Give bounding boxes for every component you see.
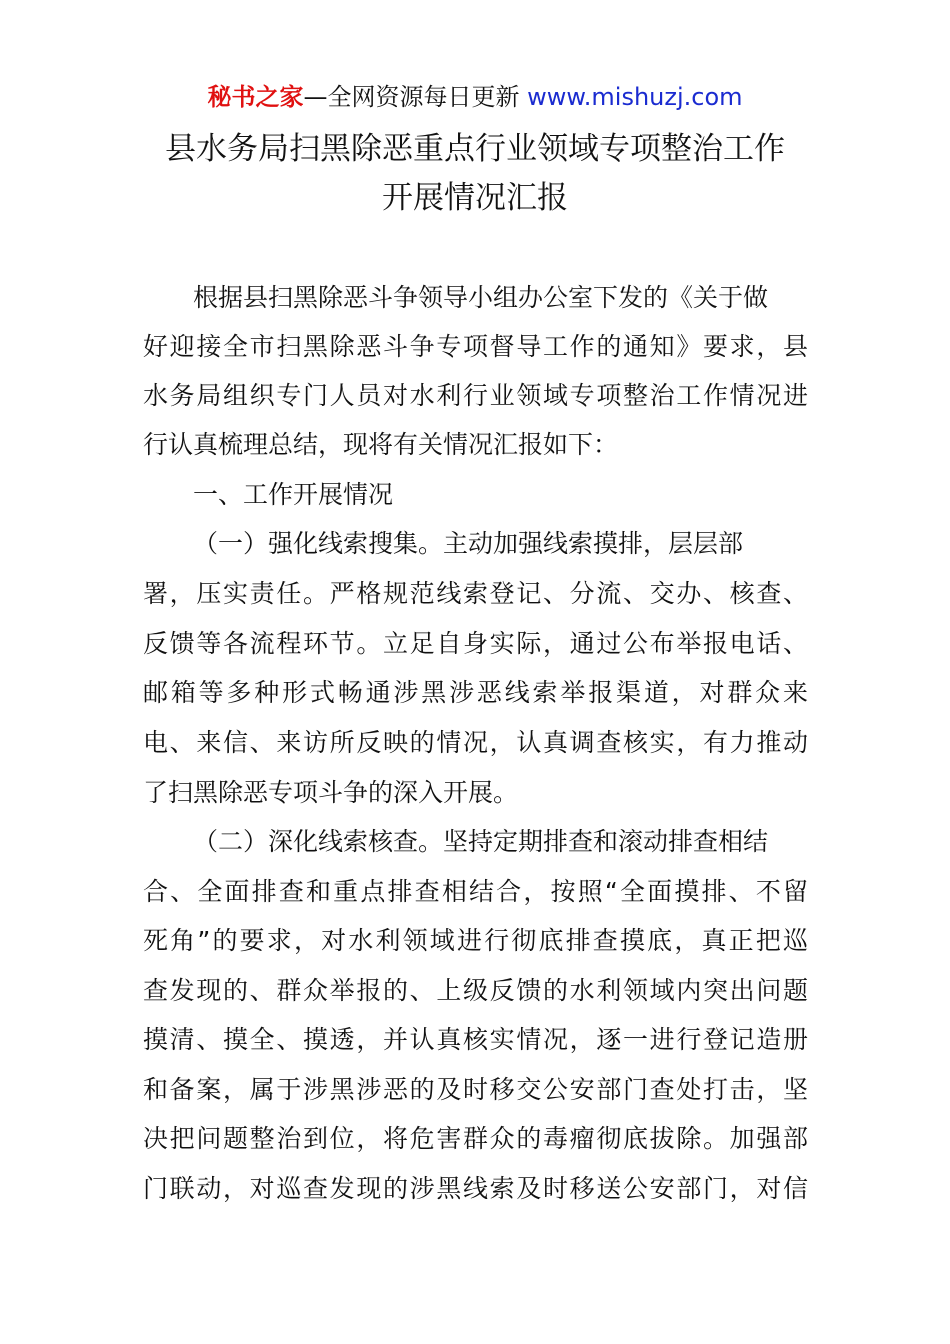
paragraph-line: 署，压实责任。严格规范线索登记、分流、交办、核查、 bbox=[143, 579, 808, 608]
paragraph-line: 好迎接全市扫黑除恶斗争专项督导工作的通知》要求，县 bbox=[143, 332, 808, 361]
paragraph-line: 行认真梳理总结，现将有关情况汇报如下： bbox=[143, 430, 619, 459]
paragraph-line: 门联动，对巡查发现的涉黑线索及时移送公安部门，对信 bbox=[143, 1174, 808, 1203]
section-heading: 一、工作开展情况 bbox=[193, 480, 394, 509]
paragraph-line: 电、来信、来访所反映的情况，认真调查核实，有力推动 bbox=[143, 728, 808, 757]
paragraph-line: 决把问题整治到位，将危害群众的毒瘤彻底拔除。加强部 bbox=[143, 1124, 808, 1153]
site-url-link[interactable]: www.mishuzj.com bbox=[527, 83, 743, 111]
site-tagline: —全网资源每日更新 bbox=[303, 83, 528, 111]
paragraph-line: （二）深化线索核查。坚持定期排查和滚动排查相结 bbox=[193, 827, 769, 856]
site-header bbox=[0, 80, 950, 114]
paragraph-line: 了扫黑除恶专项斗争的深入开展。 bbox=[143, 778, 519, 807]
paragraph-line: 摸清、摸全、摸透，并认真核实情况，逐一进行登记造册 bbox=[143, 1025, 808, 1054]
paragraph-line: 水务局组织专门人员对水利行业领域专项整治工作情况进 bbox=[143, 381, 808, 410]
brand-name: 秘书之家 bbox=[207, 83, 304, 111]
paragraph-line: 查发现的、群众举报的、上级反馈的水利领域内突出问题 bbox=[143, 976, 808, 1005]
paragraph-line: 和备案，属于涉黑涉恶的及时移交公安部门查处打击，坚 bbox=[143, 1075, 808, 1104]
paragraph-line: 合、全面排查和重点排查相结合，按照“全面摸排、不留 bbox=[143, 877, 808, 906]
document-title-line-1: 县水务局扫黑除恶重点行业领域专项整治工作 bbox=[165, 131, 785, 167]
paragraph-line: 死角”的要求，对水利领域进行彻底排查摸底，真正把巡 bbox=[143, 926, 808, 955]
paragraph-line: 反馈等各流程环节。立足自身实际，通过公布举报电话、 bbox=[143, 629, 808, 658]
document-title-line-2: 开展情况汇报 bbox=[382, 180, 568, 216]
paragraph-line: 邮箱等多种形式畅通涉黑涉恶线索举报渠道，对群众来 bbox=[143, 678, 808, 707]
paragraph-line: 根据县扫黑除恶斗争领导小组办公室下发的《关于做 bbox=[193, 283, 769, 312]
paragraph-line: （一）强化线索搜集。主动加强线索摸排，层层部 bbox=[193, 529, 744, 558]
